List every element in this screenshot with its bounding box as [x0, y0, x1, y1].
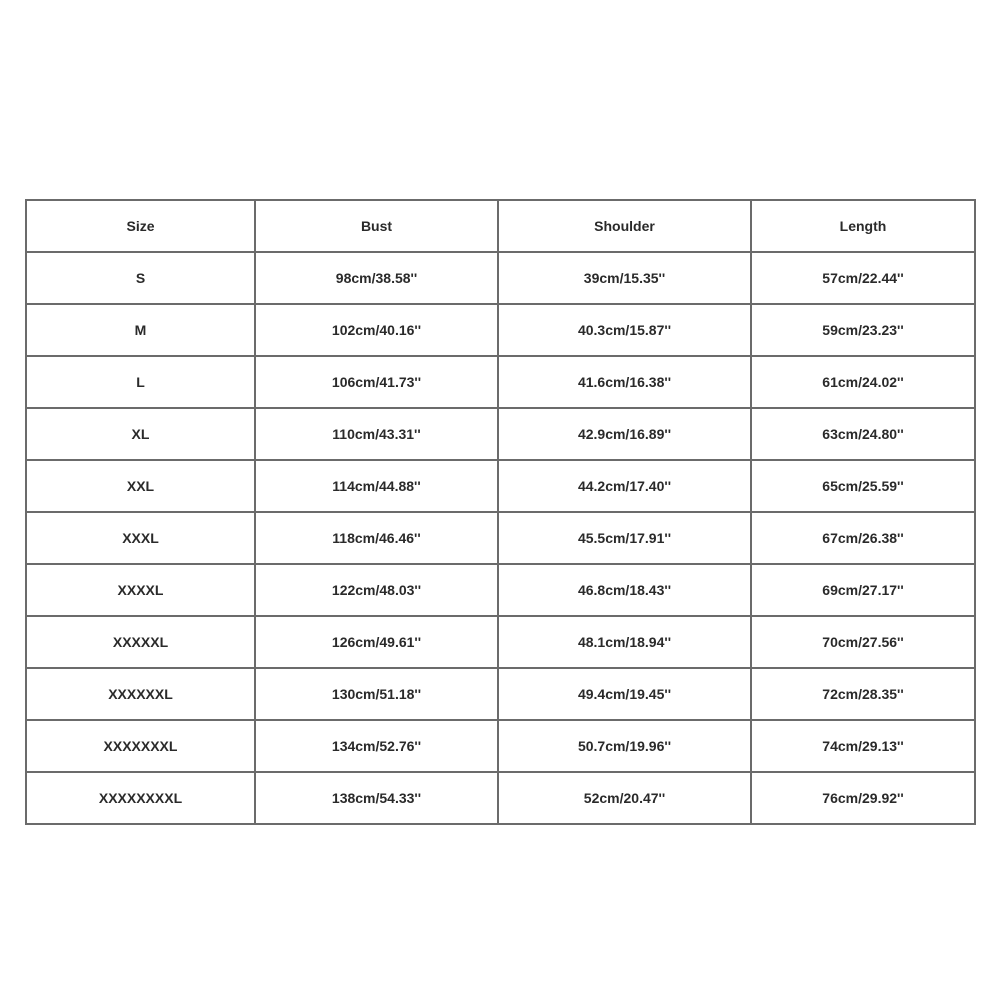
cell-bust: 134cm/52.76'': [255, 720, 498, 772]
cell-size: L: [26, 356, 255, 408]
size-chart-body: [26, 252, 975, 824]
cell-length: 61cm/24.02'': [751, 356, 975, 408]
cell-size: XXXXXL: [26, 616, 255, 668]
cell-bust: 122cm/48.03'': [255, 564, 498, 616]
cell-shoulder: 45.5cm/17.91'': [498, 512, 751, 564]
table-row: [26, 408, 975, 460]
cell-shoulder: 52cm/20.47'': [498, 772, 751, 824]
cell-length: 70cm/27.56'': [751, 616, 975, 668]
cell-shoulder: 41.6cm/16.38'': [498, 356, 751, 408]
header-shoulder: Shoulder: [498, 200, 751, 252]
table-row: [26, 304, 975, 356]
cell-length: 63cm/24.80'': [751, 408, 975, 460]
cell-bust: 106cm/41.73'': [255, 356, 498, 408]
cell-size: XXXXXXXL: [26, 720, 255, 772]
header-bust: Bust: [255, 200, 498, 252]
table-row: [26, 564, 975, 616]
cell-size: XXXL: [26, 512, 255, 564]
cell-length: 65cm/25.59'': [751, 460, 975, 512]
header-size: Size: [26, 200, 255, 252]
cell-shoulder: 46.8cm/18.43'': [498, 564, 751, 616]
cell-size: XL: [26, 408, 255, 460]
cell-length: 59cm/23.23'': [751, 304, 975, 356]
cell-length: 69cm/27.17'': [751, 564, 975, 616]
cell-bust: 114cm/44.88'': [255, 460, 498, 512]
cell-bust: 118cm/46.46'': [255, 512, 498, 564]
cell-size: XXXXL: [26, 564, 255, 616]
cell-bust: 130cm/51.18'': [255, 668, 498, 720]
cell-bust: 110cm/43.31'': [255, 408, 498, 460]
cell-size: XXXXXXXXL: [26, 772, 255, 824]
cell-shoulder: 40.3cm/15.87'': [498, 304, 751, 356]
cell-size: XXL: [26, 460, 255, 512]
cell-size: XXXXXXL: [26, 668, 255, 720]
cell-length: 76cm/29.92'': [751, 772, 975, 824]
cell-length: 57cm/22.44'': [751, 252, 975, 304]
cell-shoulder: 39cm/15.35'': [498, 252, 751, 304]
cell-bust: 102cm/40.16'': [255, 304, 498, 356]
cell-length: 67cm/26.38'': [751, 512, 975, 564]
cell-bust: 126cm/49.61'': [255, 616, 498, 668]
header-length: Length: [751, 200, 975, 252]
cell-shoulder: 49.4cm/19.45'': [498, 668, 751, 720]
size-chart-table: [25, 199, 976, 825]
cell-size: M: [26, 304, 255, 356]
table-row: [26, 720, 975, 772]
table-row: [26, 252, 975, 304]
table-row: [26, 616, 975, 668]
table-row: [26, 356, 975, 408]
table-row: [26, 668, 975, 720]
header-row: [26, 200, 975, 252]
cell-shoulder: 50.7cm/19.96'': [498, 720, 751, 772]
table-row: [26, 460, 975, 512]
cell-shoulder: 44.2cm/17.40'': [498, 460, 751, 512]
cell-bust: 98cm/38.58'': [255, 252, 498, 304]
table-row: [26, 772, 975, 824]
cell-length: 74cm/29.13'': [751, 720, 975, 772]
cell-shoulder: 42.9cm/16.89'': [498, 408, 751, 460]
table-row: [26, 512, 975, 564]
cell-bust: 138cm/54.33'': [255, 772, 498, 824]
cell-shoulder: 48.1cm/18.94'': [498, 616, 751, 668]
cell-length: 72cm/28.35'': [751, 668, 975, 720]
cell-size: S: [26, 252, 255, 304]
